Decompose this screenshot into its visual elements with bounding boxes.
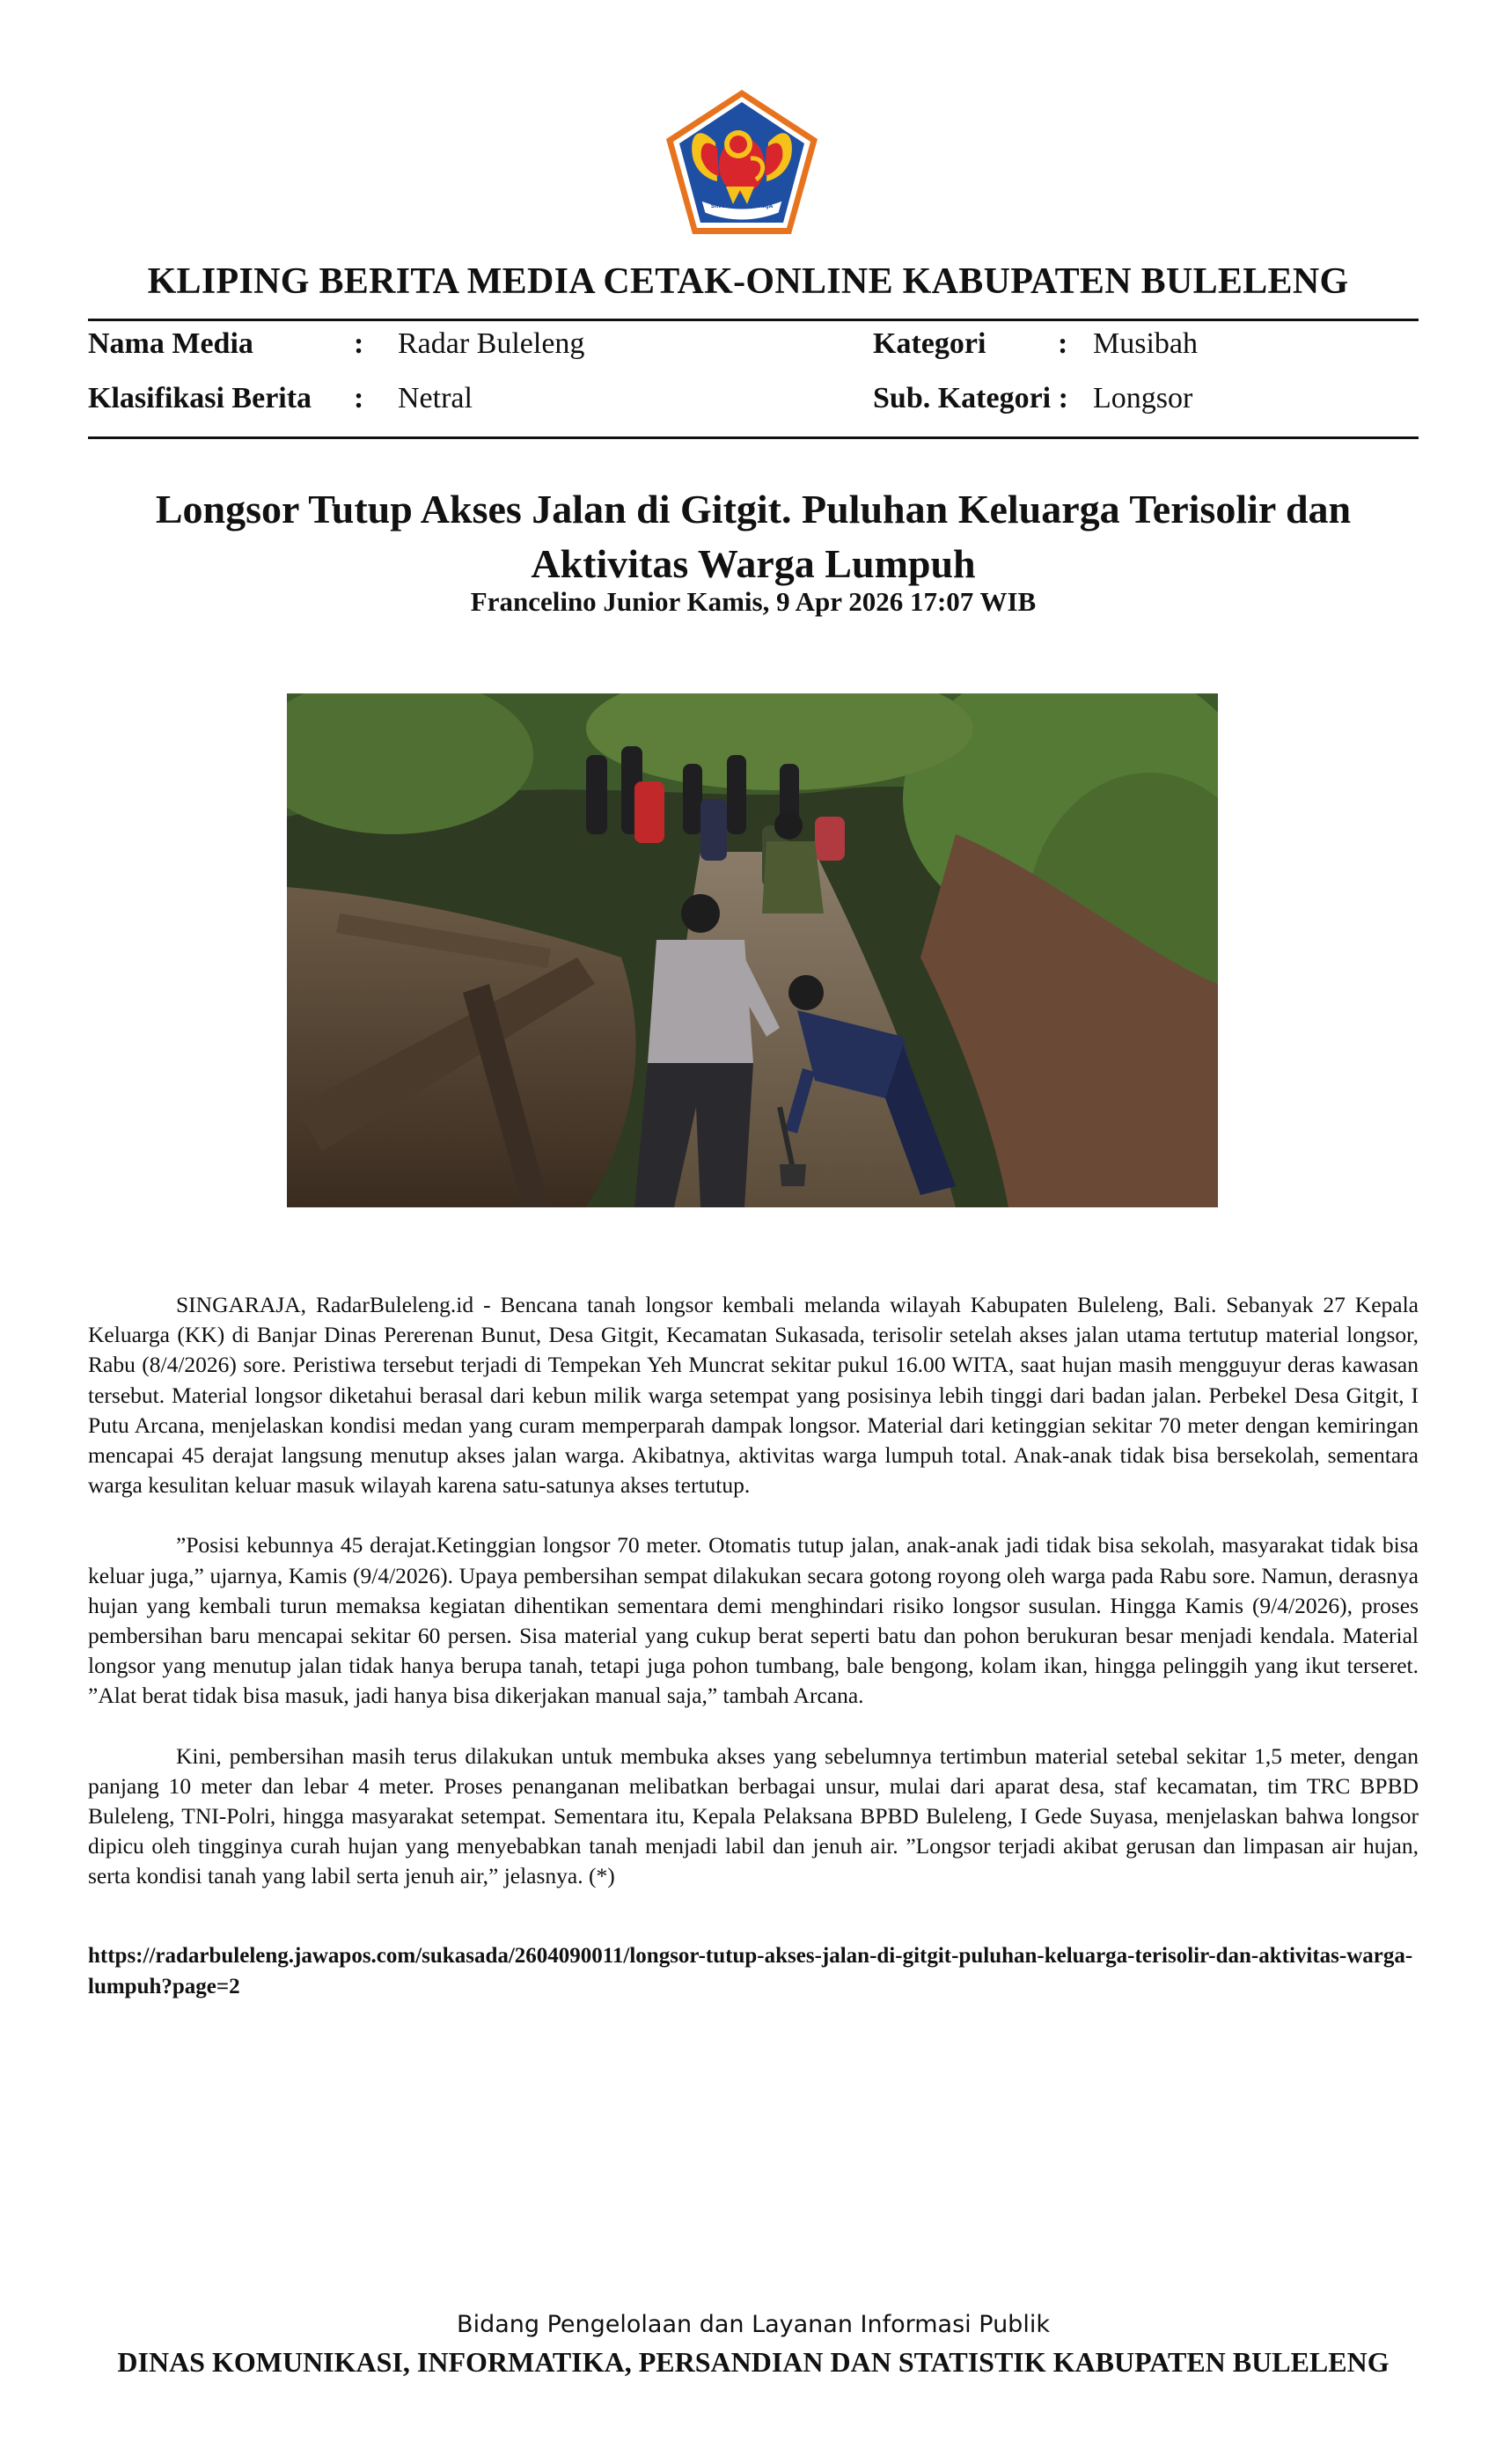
- article-paragraph-3: Kini, pembersihan masih terus dilakukan untuk membuka akses yang sebelumnya tertimbun material setebal sekitar 1,5 meter, dengan panjang 10 meter dan lebar 4 meter. Proses penanganan melibatkan berbagai unsur, mulai dari aparat desa, staf kecamatan, tim TRC BPBD Buleleng, TNI-Polri, hingga masyarakat setempat. Sementara itu, Kepala Pelaksana BPBD Buleleng, I Gede Suyasa, menjelaskan bahwa longsor dipicu oleh tingginya curah hujan yang menyebabkan tanah menjadi labil dan jenuh air. ”Longsor terjadi akibat gerusan dan limpasan air hujan, serta kondisi tanah yang labil serta jenuh air,” jelasnya. (*): [88, 1742, 1419, 1889]
- article-body: [88, 1290, 1419, 1922]
- klasifikasi-value: Netral: [398, 382, 473, 414]
- media-value: Radar Buleleng: [398, 327, 585, 360]
- article-title: Longsor Tutup Akses Jalan di Gitgit. Puluhan Keluarga Terisolir dan Aktivitas Warga Lumpuh: [155, 487, 1352, 586]
- article-paragraph-1: SINGARAJA, RadarBuleleng.id - Bencana tanah longsor kembali melanda wilayah Kabupaten Buleleng, Bali. Sebanyak 27 Kepala Keluarga (KK) di Banjar Dinas Pererenan Bunut, Desa Gitgit, Kecamatan Sukasada, terisolir setelah akses jalan utama tertutup material longsor, Rabu (8/4/2026) sore. Peristiwa tersebut terjadi di Tempekan Yeh Muncrat sekitar pukul 16.00 WITA, saat hujan masih mengguyur deras kawasan tersebut. Material longsor diketahui berasal dari kebun milik warga setempat yang posisinya lebih tinggi dari badan jalan. Perbekel Desa Gitgit, I Putu Arcana, menjelaskan kondisi medan yang curam memperparah dampak longsor. Material dari ketinggian sekitar 70 meter dengan kemiringan mencapai 45 derajat langsung menutup akses jalan warga. Akibatnya, aktivitas warga lumpuh total. Anak-anak tidak bisa bersekolah, sementara warga kesulitan keluar masuk wilayah karena satu-satunya akses tertutup.: [88, 1292, 1419, 1499]
- media-colon: :: [354, 327, 364, 360]
- media-label: Nama Media: [88, 327, 253, 360]
- article-paragraph-2: ”Posisi kebunnya 45 derajat.Ketinggian longsor 70 meter. Otomatis tutup jalan, anak-anak jadi tidak bisa sekolah, masyarakat tidak bisa keluar juga,” ujarnya, Kamis (9/4/2026). Upaya pembersihan sempat dilakukan secara gotong royong oleh warga pada Rabu sore. Namun, derasnya hujan yang kembali turun memaksa kegiatan dihentikan sementara demi menghindari risiko longsor susulan. Hingga Kamis (9/4/2026), proses pembersihan baru mencapai sekitar 60 persen. Sisa material yang cukup berat seperti batu dan pohon berukuran besar menjadi kendala. Material longsor yang menutup jalan tidak hanya berupa tanah, tetapi juga pohon tumbang, bale bengong, kolam ikan, hingga pelinggih yang ikut terseret. ”Alat berat tidak bisa masuk, jadi hanya bisa dikerjakan manual saja,” tambah Arcana.: [88, 1532, 1419, 1709]
- meta-row-klasifikasi: [88, 382, 1419, 426]
- meta-row-media: [88, 327, 1419, 371]
- sub-kategori-value: Longsor: [1093, 382, 1193, 414]
- kategori-label: Kategori: [873, 327, 986, 360]
- kategori-value: Musibah: [1093, 327, 1198, 360]
- article-photo: [287, 693, 1218, 1207]
- footer-agency: DINAS KOMUNIKASI, INFORMATIKA, PERSANDIAN DAN STATISTIK KABUPATEN BULELENG: [117, 2346, 1390, 2378]
- article-byline: Francelino Junior Kamis, 9 Apr 2026 17:07 WIB: [470, 586, 1037, 617]
- logo-motto: SINGA AMBARA RAJA: [710, 203, 774, 209]
- source-url-link[interactable]: https://radarbuleleng.jawapos.com/sukasada/2604090011/longsor-tutup-akses-jalan-di-gitgit-puluhan-keluarga-terisolir-dan-aktivitas-warga-lumpuh?page=2: [88, 1944, 1413, 1998]
- header-top-rule: [88, 319, 1419, 321]
- sub-kategori-label: Sub. Kategori :: [873, 382, 1068, 414]
- klasifikasi-label: Klasifikasi Berita: [88, 382, 312, 414]
- kategori-colon: :: [1058, 327, 1068, 360]
- footer-division: Bidang Pengelolaan dan Layanan Informasi Publik: [457, 2311, 1050, 2338]
- regency-emblem-logo: [663, 88, 821, 238]
- clipping-header-title: KLIPING BERITA MEDIA CETAK-ONLINE KABUPATEN BULELENG: [147, 261, 1349, 302]
- header-bottom-rule: [88, 436, 1419, 439]
- klasifikasi-colon: :: [354, 382, 364, 414]
